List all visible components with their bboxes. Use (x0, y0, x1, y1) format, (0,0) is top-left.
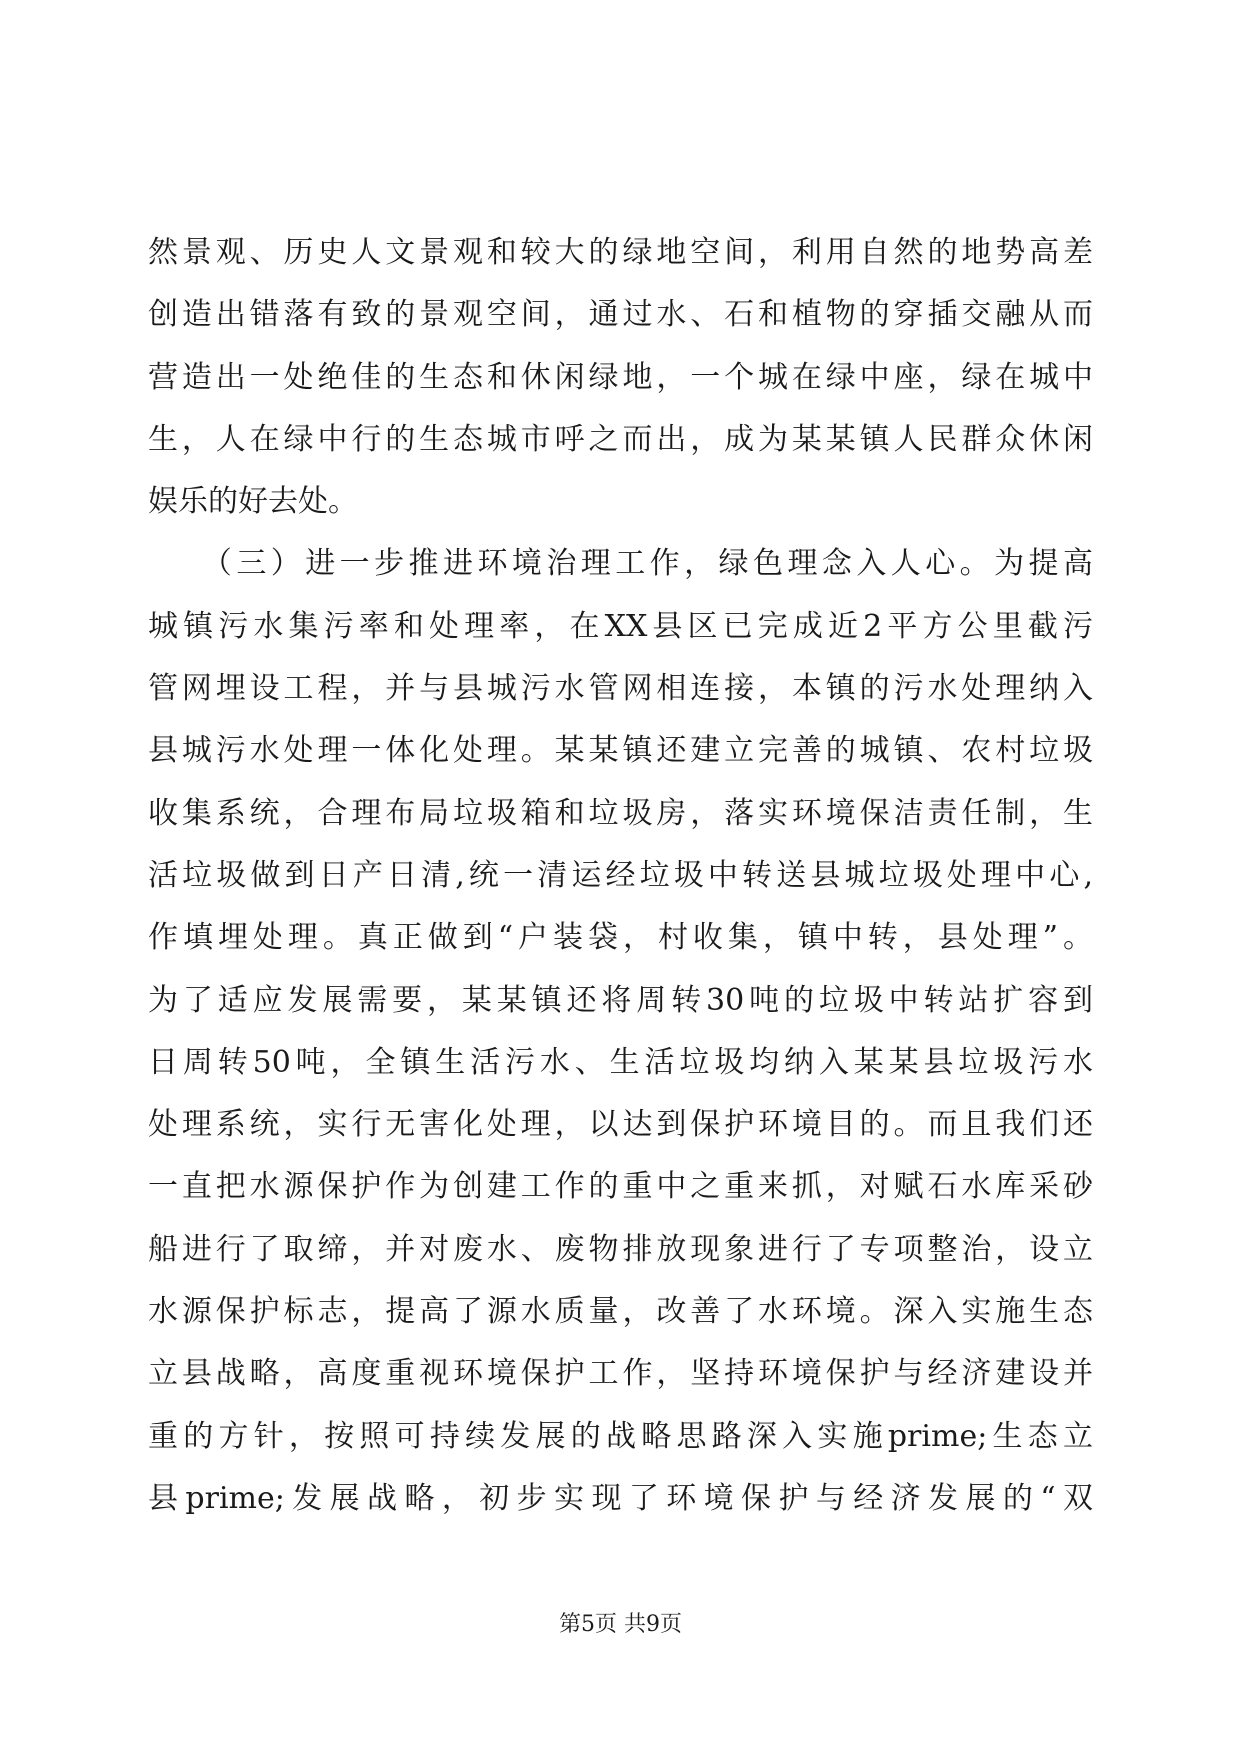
text-line: 一直把水源保护作为创建工作的重中之重来抓，对赋石水库采砂 (148, 1169, 1093, 1205)
text-line: 县prime;发展战略，初步实现了环境保护与经济发展的“双 (148, 1480, 1093, 1516)
text-line: 日周转50吨，全镇生活污水、生活垃圾均纳入某某县垃圾污水 (148, 1044, 1093, 1080)
text-line: 为了适应发展需要，某某镇还将周转30吨的垃圾中转站扩容到 (148, 982, 1093, 1018)
text-line: 水源保护标志，提高了源水质量，改善了水环境。深入实施生态 (148, 1294, 1093, 1330)
text-line: 立县战略，高度重视环境保护工作，坚持环境保护与经济建设并 (148, 1356, 1093, 1392)
text-line: 活垃圾做到日产日清,统一清运经垃圾中转送县城垃圾处理中心, (148, 857, 1093, 893)
body-text (148, 222, 1093, 1530)
text-line: 然景观、历史人文景观和较大的绿地空间，利用自然的地势高差 (148, 235, 1093, 270)
text-line: 县城污水处理一体化处理。某某镇还建立完善的城镇、农村垃圾 (148, 733, 1093, 769)
text-line: 船进行了取缔，并对废水、废物排放现象进行了专项整治，设立 (148, 1231, 1093, 1267)
text-line: 管网埋设工程，并与县城污水管网相连接，本镇的污水处理纳入 (148, 671, 1093, 707)
text-line: 生，人在绿中行的生态城市呼之而出，成为某某镇人民群众休闲 (148, 421, 1093, 457)
text-line: 营造出一处绝佳的生态和休闲绿地，一个城在绿中座，绿在城中 (148, 359, 1093, 395)
text-line: 收集系统，合理布局垃圾箱和垃圾房，落实环境保洁责任制，生 (148, 795, 1093, 831)
text-line: （三）进一步推进环境治理工作，绿色理念入人心。为提高 (148, 546, 1093, 582)
text-line: 处理系统，实行无害化处理，以达到保护环境目的。而且我们还 (148, 1107, 1093, 1143)
page-number-footer: 第5页 共9页 (559, 1612, 682, 1637)
text-line: 城镇污水集污率和处理率，在XX县区已完成近2平方公里截污 (148, 608, 1093, 644)
text-line: 娱乐的好去处。 (148, 484, 358, 520)
text-line: 创造出错落有致的景观空间，通过水、石和植物的穿插交融从而 (148, 297, 1093, 333)
text-line: 作填埋处理。真正做到“户装袋，村收集，镇中转，县处理”。 (148, 920, 1093, 956)
text-line: 重的方针，按照可持续发展的战略思路深入实施prime;生态立 (148, 1418, 1093, 1454)
